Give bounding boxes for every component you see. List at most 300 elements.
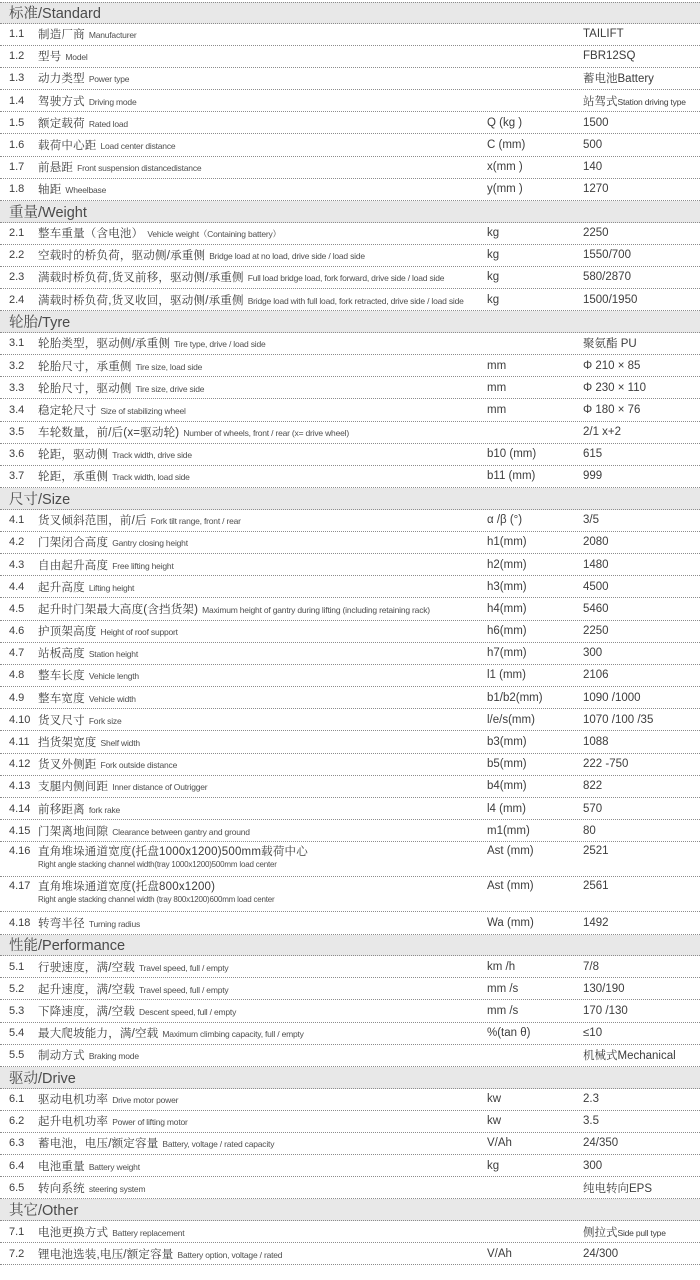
row-value [583,1160,700,1172]
row-unit: α /β (°) [487,514,523,527]
row-value-main: 170 /130 [583,1005,628,1018]
spec-row-4-18 [0,912,700,934]
row-label-zh: 载荷中心距 [38,140,97,153]
row-value-main: 999 [583,470,603,483]
row-label [38,1246,487,1262]
row-label [38,915,487,931]
row-unit: b3(mm) [487,736,527,749]
row-number: 1.5 [9,116,25,129]
row-value-main: 聚氨酯 PU [583,338,637,351]
row-unit: kg [487,293,500,306]
row-label [38,115,487,131]
row-label [38,1113,487,1129]
row-label-en: Braking mode [88,1051,139,1062]
spec-row-7-1 [0,1221,700,1243]
spec-row-1-1 [0,24,700,46]
row-value-main: 570 [583,802,603,815]
row-label-zh: 护顶架高度 [38,626,97,639]
row-label-zh: 起升时门架最大高度(含挡货架) [38,603,199,616]
row-number: 1.7 [9,161,25,174]
row-value-main: Φ 230 × 110 [583,381,646,394]
row-label-zh: 直角堆垛通道宽度(托盘1000x1200)500mm载荷中心 [38,846,308,859]
row-value-main: 2106 [583,669,609,682]
row-label-en: Turning radius [88,918,141,929]
row-value-main: ≤10 [583,1027,603,1040]
row-unit: b1/b2(mm) [487,691,543,704]
row-label-zh: 稳定轮尺寸 [38,404,97,417]
row-label-en: Battery weight [88,1161,140,1172]
row-label-zh: 前移距离 [38,803,85,816]
row-label-en: Driving mode [88,96,137,107]
row-label [38,446,487,462]
row-label [38,424,487,440]
row-unit: Q (kg ) [487,116,523,129]
row-label-en: Bridge load with full load, fork retracted, drive side / load side [247,295,464,306]
row-unit: kg [487,271,500,284]
row-number: 4.5 [9,602,25,615]
spec-row-4-1 [0,510,700,532]
row-label-en: Battery option, voltage / rated [177,1249,283,1260]
row-value-main: 3.5 [583,1115,599,1128]
row-value-main: 580/2870 [583,271,631,284]
row-number: 2.2 [9,249,25,262]
row-value-main: 24/300 [583,1247,619,1260]
row-label-zh: 空载时的桥负荷，驱动侧/承重侧 [38,250,206,263]
row-value [583,360,700,372]
row-value-main: 1270 [583,183,609,196]
spec-row-4-2 [0,532,700,554]
row-number: 3.4 [9,403,25,416]
row-label-zh: 轮胎尺寸，承重侧 [38,360,132,373]
row-label [38,534,487,550]
section-title: 性能/Performance [9,938,126,955]
row-value-main: 1480 [583,558,609,571]
section-header-weight [0,201,700,223]
row-value [583,426,700,438]
row-unit: %(tan θ) [487,1027,531,1040]
row-number: 6.1 [9,1093,25,1106]
row-label-zh: 电池更换方式 [38,1226,109,1239]
row-label [38,690,487,706]
row-value-main: 1070 /100 /35 [583,713,654,726]
row-value [583,983,700,995]
row-label-en: Maximum climbing capacity, full / empty [162,1029,304,1040]
row-unit: b11 (mm) [487,470,536,483]
row-value-main: 615 [583,448,603,461]
row-unit: V/Ah [487,1247,512,1260]
row-unit: x(mm ) [487,161,523,174]
row-label-en: Vehicle length [88,671,139,682]
spec-row-6-3 [0,1133,700,1155]
row-value [583,714,700,726]
row-number: 3.1 [9,337,25,350]
row-unit: C (mm) [487,139,526,152]
row-label [38,1025,487,1041]
row-label-zh: 站板高度 [38,648,85,661]
spec-row-1-6 [0,134,700,156]
row-value [583,335,700,351]
row-label-en: Gantry closing height [112,538,188,549]
row-label-zh: 电池重量 [38,1160,85,1173]
spec-row-4-7 [0,643,700,665]
row-number: 4.17 [9,880,31,893]
spec-row-3-7 [0,466,700,488]
row-number: 7.1 [9,1225,25,1238]
row-label-zh: 整车长度 [38,670,85,683]
row-label-en: Size of stabilizing wheel [100,405,186,416]
row-label-en: Tire size, load side [135,361,203,372]
row-value-main: Φ 180 × 76 [583,403,641,416]
row-number: 1.2 [9,50,25,63]
spec-row-4-14 [0,798,700,820]
row-unit: kw [487,1093,502,1106]
row-unit: mm [487,403,507,416]
row-value [583,1047,700,1063]
row-label-en: Vehicle weight（Containing battery） [147,229,281,240]
row-label-zh: 自由起升高度 [38,559,109,572]
row-number: 6.4 [9,1159,25,1172]
row-label-en: Manufacturer [88,30,137,41]
row-number: 3.7 [9,470,25,483]
row-number: 4.4 [9,580,25,593]
row-label-en: Number of wheels, front / rear (x= drive wheel) [183,428,349,439]
row-label-en: Drive motor power [112,1095,179,1106]
spec-row-4-13 [0,776,700,798]
row-label-zh: 制动方式 [38,1050,85,1063]
row-label-zh: 动力类型 [38,73,85,86]
row-value-main: 2.3 [583,1093,599,1106]
row-label-en: Bridge load at no load, drive side / load side [209,251,365,262]
row-number: 1.6 [9,139,25,152]
row-value [583,1005,700,1017]
row-number: 4.3 [9,558,25,571]
row-value [583,28,700,40]
row-label [38,380,487,396]
row-label-zh: 车轮数量，前/后(x=驱动轮) [38,427,180,440]
row-value-main: 2521 [583,845,609,858]
row-value-main: 300 [583,1159,603,1172]
row-label-en: Tire type, drive / load side [174,339,266,350]
row-label-en: Track width, load side [112,472,190,483]
row-number: 2.4 [9,293,25,306]
row-label [38,181,487,197]
row-label-zh: 轴距 [38,184,62,197]
row-label [38,225,487,241]
row-label-en: Fork outside distance [100,760,178,771]
row-label [38,667,487,683]
row-number: 1.4 [9,94,25,107]
row-value [583,736,700,748]
row-value-main: 1492 [583,916,609,929]
row-label [38,1047,487,1063]
row-value-sub: Side pull type [617,1227,666,1238]
row-label-en: steering system [88,1183,146,1194]
spec-row-1-8 [0,179,700,201]
section-title: 轮胎/Tyre [9,315,71,331]
row-label-zh: 挡货架宽度 [38,737,97,750]
row-label-zh: 支腿内侧间距 [38,781,109,794]
row-value [583,917,700,929]
row-label-zh: 整车重量（含电池） [38,228,144,241]
row-unit: h2(mm) [487,558,527,571]
row-value [583,780,700,792]
row-label [38,159,487,175]
row-label-zh: 驱动电机功率 [38,1094,109,1107]
row-unit: h6(mm) [487,625,527,638]
spec-row-3-5 [0,422,700,444]
row-unit: b5(mm) [487,758,527,771]
row-number: 6.3 [9,1137,25,1150]
section-title: 标准/Standard [9,6,101,23]
row-value [583,603,700,615]
row-unit: V/Ah [487,1137,512,1150]
row-label [38,1135,487,1151]
row-value [583,625,700,637]
row-label-zh: 转向系统 [38,1182,85,1195]
row-label-en: Rated load [88,118,128,129]
row-value-main: 2561 [583,880,609,893]
row-value [583,825,700,837]
row-value [583,271,700,283]
row-label-zh: 货叉倾斜范围，前/后 [38,515,147,528]
row-label-zh: 起升速度，满/空载 [38,983,135,996]
spec-row-3-1 [0,333,700,355]
row-label [38,778,487,794]
row-unit: l/e/s(mm) [487,713,535,726]
row-unit: b4(mm) [487,780,527,793]
row-value-main: Φ 210 × 85 [583,359,641,372]
row-value [583,669,700,681]
row-label [38,734,487,750]
row-label-zh: 驾驶方式 [38,95,85,108]
row-value-main: 500 [583,139,603,152]
spec-row-4-5 [0,598,700,620]
row-value-main: 80 [583,824,596,837]
row-label-zh: 货叉外侧距 [38,759,97,772]
row-label-zh: 型号 [38,51,62,64]
row-label-en: Station height [88,649,138,660]
row-label [38,959,487,975]
row-label [38,269,487,285]
row-unit: kg [487,227,500,240]
row-value-sub: Station driving type [617,96,686,107]
row-number: 7.2 [9,1247,25,1260]
row-label-en: Inner distance of Outrigger [112,782,208,793]
row-unit: h4(mm) [487,602,527,615]
row-value-main: 4500 [583,580,609,593]
section-title: 驱动/Drive [9,1070,76,1087]
row-value-main: 侧拉式 [583,1226,618,1239]
spec-row-3-6 [0,444,700,466]
row-value-main: 1090 /1000 [583,691,641,704]
section-title: 尺寸/Size [9,491,71,508]
spec-row-3-4 [0,399,700,421]
section-header-drive [0,1067,700,1089]
row-label-en: Clearance between gantry and ground [112,826,250,837]
row-label [38,468,487,484]
row-number: 4.1 [9,514,25,527]
section-header-size [0,488,700,510]
row-value-main: 2250 [583,625,609,638]
row-label-en: Front suspension distancedistance [77,163,202,174]
row-value [583,961,700,973]
spec-row-5-5 [0,1045,700,1067]
row-value-main: 2250 [583,227,609,240]
row-value-main: 140 [583,161,603,174]
row-value [583,249,700,261]
row-unit: b10 (mm) [487,448,537,461]
row-label-en: Maximum height of gantry during lifting (including retaining rack) [202,604,430,615]
row-value [583,845,700,857]
row-label-zh: 整车宽度 [38,692,85,705]
row-unit: h1(mm) [487,536,527,549]
row-unit: m1(mm) [487,824,530,837]
row-number: 4.15 [9,824,31,837]
row-number: 4.18 [9,916,31,929]
row-label [38,402,487,418]
spec-row-2-4 [0,289,700,311]
row-number: 6.2 [9,1115,25,1128]
row-label-en: Right angle stacking channel width (tray 800x1200)600mm load center [38,894,275,904]
row-label [38,557,487,573]
row-number: 6.5 [9,1181,25,1194]
row-value-main: 纯电转向EPS [583,1182,653,1195]
row-number: 5.2 [9,982,25,995]
row-label [38,512,487,528]
spec-row-6-5 [0,1177,700,1199]
row-label-en: Tire size, drive side [135,383,205,394]
row-label [38,70,487,86]
row-value [583,1180,700,1196]
row-label-zh: 轮距，承重侧 [38,471,109,484]
row-value-main: 蓄电池Battery [583,73,654,86]
row-value [583,117,700,129]
row-label-zh: 额定载荷 [38,117,85,130]
row-unit: kg [487,1159,500,1172]
spec-row-4-17 [0,877,700,912]
row-value-main: 5460 [583,602,609,615]
row-value [583,161,700,173]
row-value [583,50,700,62]
spec-row-1-5 [0,112,700,134]
row-value [583,514,700,526]
spec-row-3-3 [0,377,700,399]
row-label-zh: 下降速度，满/空载 [38,1006,135,1019]
spec-row-6-1 [0,1089,700,1111]
row-unit: mm [487,359,507,372]
row-label-zh: 轮距，驱动侧 [38,449,109,462]
row-label-en: Fork tilt range, front / rear [150,516,241,527]
row-label [38,1158,487,1174]
row-value-main: 1088 [583,736,609,749]
row-label-en: fork rake [88,804,121,815]
row-value [583,880,700,892]
row-label [38,845,487,869]
spec-row-4-15 [0,820,700,842]
row-value-main: TAILIFT [583,28,624,41]
row-label [38,801,487,817]
row-label-en: Fork size [88,715,122,726]
row-label-en: Track width, drive side [112,450,192,461]
row-unit: y(mm ) [487,183,523,196]
row-value-main: 2080 [583,536,609,549]
row-label-en: Power type [88,74,130,85]
row-value [583,1137,700,1149]
row-label [38,712,487,728]
row-value [583,183,700,195]
row-value [583,470,700,482]
row-unit: mm [487,381,507,394]
row-value [583,139,700,151]
row-value [583,1115,700,1127]
section-header-standard [0,2,700,24]
spec-row-2-1 [0,223,700,245]
row-label [38,579,487,595]
row-label [38,645,487,661]
row-unit: mm /s [487,982,519,995]
row-label [38,981,487,997]
row-value [583,536,700,548]
row-number: 2.1 [9,227,25,240]
spec-row-5-1 [0,956,700,978]
row-label [38,137,487,153]
spec-row-4-3 [0,554,700,576]
spec-row-3-2 [0,355,700,377]
row-number: 1.3 [9,72,25,85]
row-value-main: 1500/1950 [583,293,638,306]
row-unit: kg [487,249,500,262]
spec-row-4-16 [0,842,700,877]
row-value-main: 7/8 [583,960,599,973]
row-number: 4.6 [9,625,25,638]
row-label-zh: 制造厂商 [38,29,85,42]
row-unit: mm /s [487,1005,519,1018]
row-label-en: Descent speed, full / empty [139,1007,237,1018]
row-value [583,1224,700,1240]
row-label [38,756,487,772]
row-value [583,1093,700,1105]
row-label [38,48,487,64]
spec-row-7-2 [0,1243,700,1265]
row-value [583,93,700,109]
row-number: 1.8 [9,183,25,196]
row-label [38,358,487,374]
spec-row-2-3 [0,267,700,289]
row-value-main: 机械式Mechanical [583,1050,676,1063]
row-label [38,292,487,308]
row-number: 3.5 [9,426,25,439]
row-label-zh: 锂电池选装,电压/额定容量 [38,1248,174,1261]
section-header-tyre [0,311,700,333]
row-label-zh: 转弯半径 [38,917,85,930]
row-value [583,1027,700,1039]
row-label [38,335,487,351]
row-value-main: 2/1 x+2 [583,426,622,439]
spec-row-5-2 [0,978,700,1000]
row-number: 3.3 [9,381,25,394]
row-label [38,1003,487,1019]
row-label [38,26,487,42]
row-label-zh: 起升电机功率 [38,1116,109,1129]
row-value [583,559,700,571]
row-label [38,1180,487,1196]
spec-row-4-6 [0,621,700,643]
row-value [583,1248,700,1260]
row-label [38,601,487,617]
spec-row-2-2 [0,245,700,267]
spec-row-4-9 [0,687,700,709]
row-label [38,1224,487,1240]
